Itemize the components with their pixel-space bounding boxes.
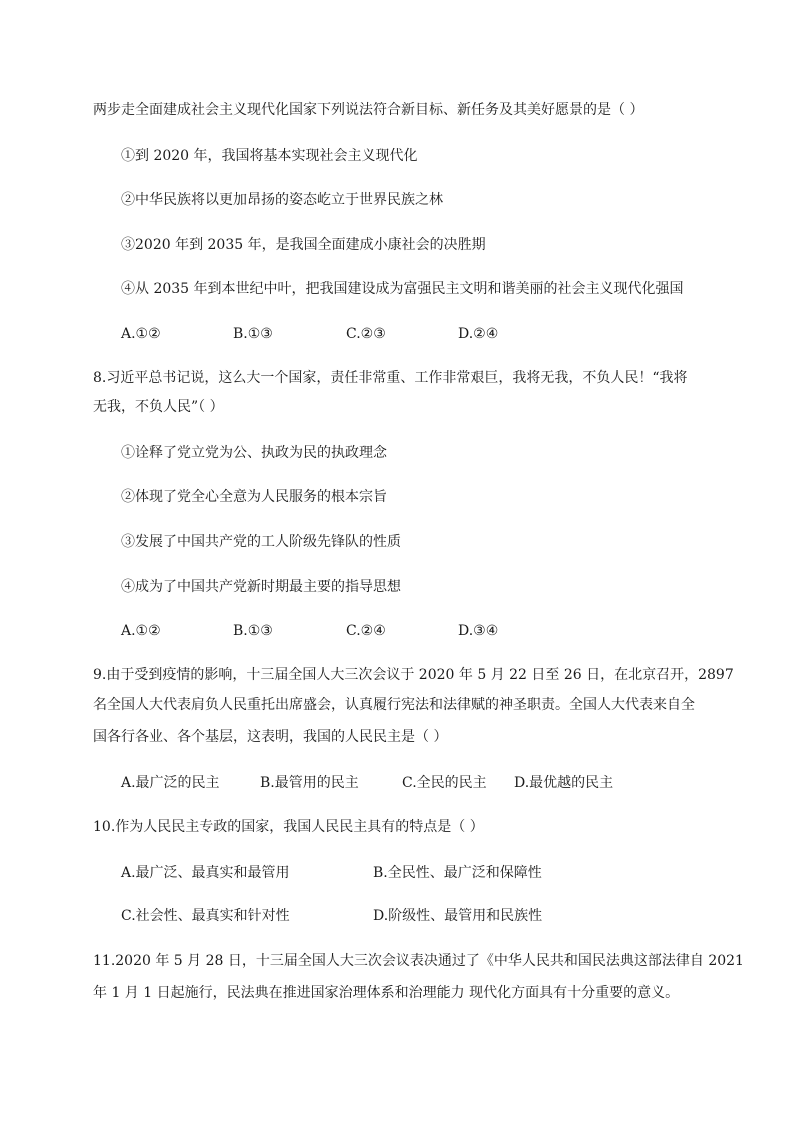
question-7-statement-2: ②中华民族将以更加昂扬的姿态屹立于世界民族之林 [121,192,443,208]
question-9-option-d[interactable]: D.最优越的民主 [514,775,614,791]
question-9-option-b[interactable]: B.最管用的民主 [260,775,359,791]
question-10-option-c[interactable]: C.社会性、最真实和针对性 [121,908,290,924]
question-11-stem-line-1: 11.2020 年 5 月 28 日，十三届全国人大三次会议表决通过了《中华人民共和国民法典这部法律自 2021 [93,953,744,969]
question-8-option-a[interactable]: A.①② [121,623,161,639]
question-10-option-a[interactable]: A.最广泛、最真实和最管用 [121,865,290,881]
question-7-stem: 两步走全面建成社会主义现代化国家下列说法符合新目标、新任务及其美好愿景的是（ ） [93,102,644,118]
question-7-option-a[interactable]: A.①② [121,326,161,342]
question-9-option-a[interactable]: A.最广泛的民主 [121,775,220,791]
question-9-option-c[interactable]: C.全民的民主 [402,775,487,791]
question-11-stem-line-2: 年 1 月 1 日起施行，民法典在推进国家治理体系和治理能力 现代化方面具有十分重要的意义。 [93,985,680,1001]
question-8-option-b[interactable]: B.①③ [233,623,273,639]
question-8-stem-line-2: 无我，不负人民”（ ） [93,399,224,415]
question-8-option-d[interactable]: D.③④ [458,623,499,639]
question-9-stem-line-3: 国各行各业、各个基层，这表明，我国的人民民主是（ ） [93,729,448,745]
question-10-option-b[interactable]: B.全民性、最广泛和保障性 [373,865,542,881]
question-9-stem-line-1: 9.由于受到疫情的影响，十三届全国人大三次会议于 2020 年 5 月 22 日至 26 日，在北京召开，2897 [93,667,734,683]
question-9-stem-line-2: 名全国人大代表肩负人民重托出席盛会，认真履行宪法和法律赋的神圣职责。全国人大代表来自全 [93,697,695,713]
question-7-statement-4: ④从 2035 年到本世纪中叶，把我国建设成为富强民主文明和谐美丽的社会主义现代化强国 [121,281,684,297]
question-8-option-c[interactable]: C.②④ [346,623,386,639]
question-8-statement-2: ②体现了党全心全意为人民服务的根本宗旨 [121,489,387,505]
question-8-statement-4: ④成为了中国共产党新时期最主要的指导思想 [121,579,401,595]
question-7-option-d[interactable]: D.②④ [458,326,499,342]
question-7-option-b[interactable]: B.①③ [233,326,273,342]
question-7-statement-3: ③2020 年到 2035 年，是我国全面建成小康社会的决胜期 [121,237,486,253]
question-7-option-c[interactable]: C.②③ [346,326,386,342]
question-10-option-d[interactable]: D.阶级性、最管用和民族性 [373,908,543,924]
question-8-statement-1: ①诠释了党立党为公、执政为民的执政理念 [121,445,387,461]
question-8-statement-3: ③发展了中国共产党的工人阶级先锋队的性质 [121,534,401,550]
question-7-statement-1: ①到 2020 年，我国将基本实现社会主义现代化 [121,148,418,164]
question-10-stem: 10.作为人民民主专政的国家，我国人民民主具有的特点是（ ） [93,819,484,835]
question-8-stem-line-1: 8.习近平总书记说，这么大一个国家，责任非常重、工作非常艰巨，我将无我，不负人民！“我将 [93,370,688,386]
